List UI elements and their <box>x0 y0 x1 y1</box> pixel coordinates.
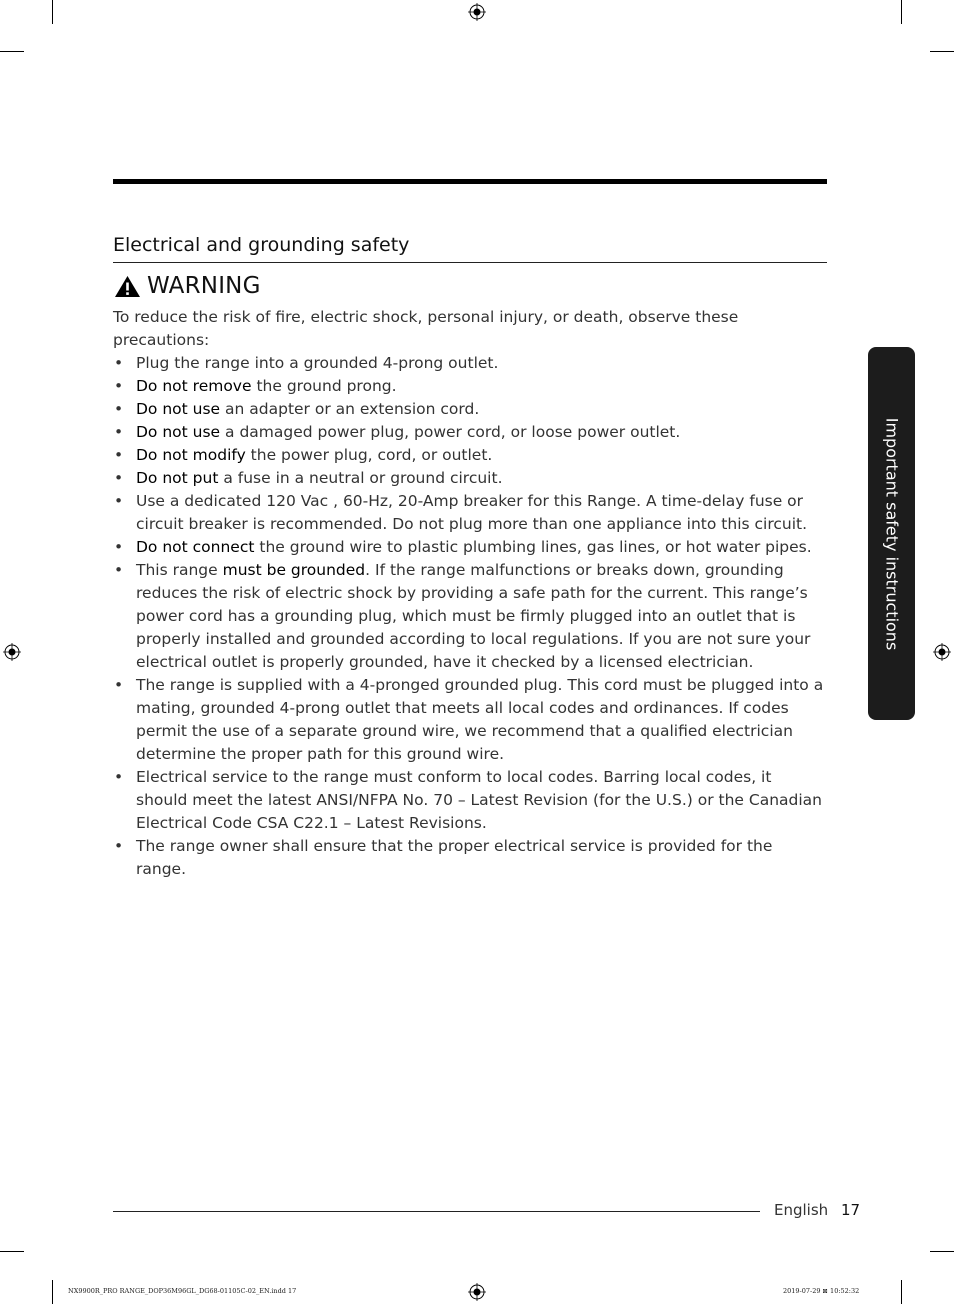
item-emphasis: Do not use <box>136 423 221 441</box>
item-emphasis: must be grounded <box>222 561 366 579</box>
item-text: a damaged power plug, power cord, or loose power outlet. <box>220 423 681 441</box>
page-number: 17 <box>841 1201 861 1219</box>
crop-mark <box>901 0 902 24</box>
warning-triangle-icon <box>114 275 141 298</box>
item-text: an adapter or an extension cord. <box>220 400 480 418</box>
print-slug-file: NX9900R_PRO RANGE_DOP36M96GL_DG68-01105C-02_EN.indd 17 <box>68 1287 297 1295</box>
list-item <box>113 766 827 835</box>
list-item <box>113 352 827 375</box>
print-slug-timestamp: 2019-07-29 ⊠ 10:52:32 <box>783 1287 860 1295</box>
warning-banner <box>114 273 261 299</box>
crop-mark <box>52 0 53 24</box>
item-text: . If the range malfunctions or breaks down, grounding reduces the risk of electric shock by providing a safe path for the current. This range’s power cord has a grounding plug, which must be firmly plugged into an outlet that is properly installed and grounded according to local regulations. If you are not sure your electrical outlet is properly grounded, have it checked by a licensed electrician. <box>136 561 811 671</box>
item-text: the power plug, cord, or outlet. <box>245 446 493 464</box>
item-text: a fuse in a neutral or ground circuit. <box>218 469 503 487</box>
crop-mark <box>52 1280 53 1304</box>
crop-mark <box>0 1251 24 1252</box>
item-emphasis: Do not remove <box>136 377 252 395</box>
list-item <box>113 421 827 444</box>
list-item <box>113 467 827 490</box>
registration-mark-icon <box>468 3 486 21</box>
intro-text: To reduce the risk of fire, electric shock, personal injury, or death, observe these precautions: <box>113 308 739 349</box>
registration-mark-icon <box>3 643 21 661</box>
warning-label: WARNING <box>147 273 261 299</box>
list-item <box>113 490 827 536</box>
precautions-list <box>113 352 827 881</box>
section-heading: Electrical and grounding safety <box>113 234 410 256</box>
item-text: Use a dedicated 120 Vac , 60-Hz, 20-Amp breaker for this Range. A time-delay fuse or circuit breaker is recommended. Do not plug more than one appliance into this circuit. <box>136 492 808 533</box>
item-text: The range is supplied with a 4-pronged grounded plug. This cord must be plugged into a mating, grounded 4-prong outlet that meets all local codes and ordinances. If codes permit the use of a separate ground wire, we recommend that a qualified electrician determine the proper path for this ground wire. <box>136 676 824 763</box>
footer-language: English <box>774 1201 829 1219</box>
footer-rule <box>113 1211 760 1212</box>
registration-mark-icon <box>933 643 951 661</box>
item-text: Electrical service to the range must conform to local codes. Barring local codes, it should meet the latest ANSI/NFPA No. 70 – Latest Revision (for the U.S.) or the Canadian Electrical Code CSA C22.1 – Latest Revisions. <box>136 768 822 832</box>
heading-rule <box>113 262 827 263</box>
item-text: Plug the range into a grounded 4-prong outlet. <box>136 354 499 372</box>
list-item <box>113 674 827 766</box>
precautions-body <box>113 306 827 881</box>
item-prefix: This range <box>136 561 223 579</box>
list-item <box>113 444 827 467</box>
item-emphasis: Do not modify <box>136 446 246 464</box>
crop-mark <box>930 1251 954 1252</box>
item-text: the ground wire to plastic plumbing lines, gas lines, or hot water pipes. <box>254 538 812 556</box>
item-emphasis: Do not put <box>136 469 219 487</box>
crop-mark <box>0 51 24 52</box>
list-item <box>113 559 827 674</box>
item-text: the ground prong. <box>251 377 397 395</box>
list-item <box>113 375 827 398</box>
section-top-rule <box>113 179 827 184</box>
crop-mark <box>901 1280 902 1304</box>
item-text: The range owner shall ensure that the proper electrical service is provided for the range. <box>136 837 773 878</box>
item-emphasis: Do not use <box>136 400 221 418</box>
side-tab-label: Important safety instructions <box>882 417 901 650</box>
item-emphasis: Do not connect <box>136 538 255 556</box>
list-item <box>113 398 827 421</box>
list-item <box>113 835 827 881</box>
chapter-side-tab <box>868 347 915 720</box>
list-item <box>113 536 827 559</box>
crop-mark <box>930 51 954 52</box>
registration-mark-icon <box>468 1283 486 1301</box>
